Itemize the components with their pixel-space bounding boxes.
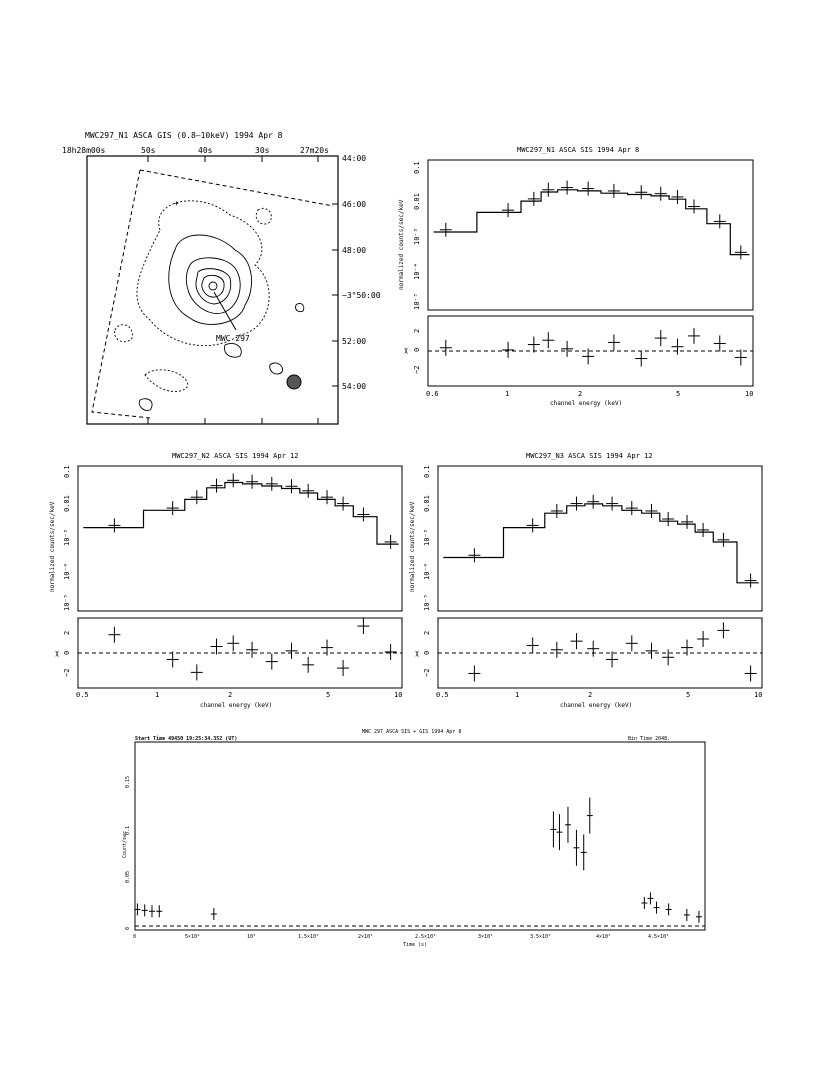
light-curve-point: [149, 905, 155, 917]
panel-a-title: MWC297_N1 ASCA GIS (0.8–10keV) 1994 Apr 8: [85, 131, 283, 140]
residual-point: [551, 642, 563, 658]
spectrum-data-point: [608, 184, 620, 198]
residual-point: [745, 665, 757, 681]
panel-d-xtick-4: 10: [754, 691, 763, 699]
residual-point: [337, 660, 349, 676]
panel-d-xtick-3: 5: [686, 691, 691, 699]
panel-e-xtick-7: 3.5×10⁵: [530, 934, 552, 940]
residual-point: [635, 351, 647, 367]
residual-point: [735, 349, 747, 365]
panel-b-resid-tick-0: 2: [413, 328, 421, 333]
light-curve-point: [556, 814, 562, 850]
residual-point: [714, 335, 726, 351]
spectrum-data-point: [635, 185, 647, 199]
residual-point: [191, 664, 203, 680]
residual-point: [227, 635, 239, 651]
residual-point: [286, 643, 298, 659]
x-ray-contours: [115, 201, 304, 411]
spectrum-data-point: [561, 181, 573, 195]
panel-e-ytick-3: 0.15: [125, 775, 131, 788]
panel-b-resid-tick-2: −2: [413, 365, 421, 374]
panel-d-xlabel: channel energy (keV): [560, 702, 633, 709]
spectrum-data-point: [502, 203, 514, 217]
panel-d-resid-tick-0: 2: [423, 630, 431, 635]
panel-c-ytick-2: 10⁻³: [63, 529, 71, 546]
spectrum-data-point: [211, 479, 223, 493]
spectrum-data-point: [167, 501, 179, 515]
panel-e-xtick-9: 4.5×10⁵: [648, 934, 670, 940]
panel-c-ytick-0: 0.1: [63, 465, 71, 478]
panel-c-spectrum: [49, 452, 402, 709]
spectrum-data-point: [191, 490, 203, 504]
panel-c-xtick-4: 10: [394, 691, 403, 699]
panel-d-ytick-1: 0.01: [423, 495, 431, 512]
light-curve-point: [211, 908, 217, 920]
ra-tick-0: 18h28m00s: [62, 146, 106, 155]
ra-tick-4: 27m20s: [300, 146, 329, 155]
spectrum-data-point: [646, 504, 658, 518]
panel-b-xtick-1: 1: [505, 390, 510, 398]
spectrum-data-point: [440, 223, 452, 237]
spectrum-data-point: [286, 479, 298, 493]
panel-a-contour-map: [62, 131, 381, 424]
light-curve-point: [156, 905, 162, 917]
panel-a-ticks: [148, 156, 338, 424]
residual-point: [527, 637, 539, 653]
panel-e-xtick-5: 2.5×10⁵: [415, 934, 437, 940]
panel-c-xtick-1: 1: [155, 691, 160, 699]
spectrum-data-point: [527, 518, 539, 532]
panel-b-xtick-0: 0.6: [426, 390, 439, 398]
panel-e-xtick-6: 3×10⁵: [478, 934, 494, 940]
dec-tick-4: 52:00: [342, 337, 367, 346]
panel-e-xlabel: Time (s): [403, 942, 428, 948]
spectrum-data-point: [357, 507, 369, 521]
light-curve-point: [666, 903, 672, 915]
panel-c-resid-tick-0: 2: [63, 630, 71, 635]
panel-e-plot-area: [134, 798, 702, 923]
light-curve-point: [653, 902, 659, 914]
panel-c-ytick-1: 0.01: [63, 495, 71, 512]
residual-point: [108, 627, 120, 643]
panel-e-ylabel: Count/sec: [122, 830, 128, 858]
panel-e-xtick-4: 2×10⁵: [358, 934, 374, 940]
spectrum-data-point: [337, 497, 349, 511]
residual-point: [697, 631, 709, 647]
panel-b-ylabel: normalized counts/sec/keV: [398, 199, 405, 290]
spectrum-data-point: [671, 190, 683, 204]
light-curve-point: [684, 909, 690, 921]
residual-point: [266, 654, 278, 670]
light-curve-point: [696, 911, 702, 923]
spectrum-data-point: [662, 512, 674, 526]
psf-marker: [287, 375, 301, 389]
light-curve-point: [587, 798, 593, 834]
panel-c-xlabel: channel energy (keV): [200, 702, 273, 709]
panel-b-resid-tick-1: 0: [413, 347, 421, 352]
residual-point: [561, 341, 573, 357]
panel-b-xtick-3: 5: [676, 390, 681, 398]
panel-c-main-frame: [78, 466, 402, 611]
model-step-line: [83, 483, 398, 545]
spectrum-data-point: [385, 535, 397, 549]
residual-point: [608, 334, 620, 350]
light-curve-point: [565, 807, 571, 843]
spectrum-data-point: [587, 495, 599, 509]
spectrum-data-point: [626, 501, 638, 515]
panel-d-title: MWC297_N3 ASCA SIS 1994 Apr 12: [526, 452, 653, 460]
light-curve-point: [550, 811, 556, 847]
field-boundary-top: [140, 170, 333, 206]
residual-point: [440, 340, 452, 356]
panel-e-xtick-8: 4×10⁵: [596, 934, 612, 940]
residual-point: [528, 337, 540, 353]
panel-c-resid-tick-2: −2: [63, 668, 71, 677]
panel-d-ylabel: normalized counts/sec/keV: [409, 501, 416, 592]
light-curve-point: [581, 834, 587, 870]
spectrum-data-point: [302, 484, 314, 498]
residual-point: [246, 642, 258, 658]
residual-point: [571, 633, 583, 649]
panel-e-start-time: Start Time 49450 19:25:34.352 (UT): [135, 736, 238, 742]
panel-b-plot-area: [428, 181, 753, 367]
panel-d-plot-area: [438, 495, 762, 682]
residual-point: [211, 639, 223, 655]
field-boundary-left: [92, 170, 150, 418]
spectrum-data-point: [655, 187, 667, 201]
panel-d-resid-ylabel: χ: [415, 649, 420, 657]
panel-b-resid-ylabel: χ: [404, 346, 409, 354]
panel-b-spectrum: [398, 146, 753, 407]
star-marker: +: [174, 199, 179, 208]
panel-b-main-frame: [428, 160, 753, 310]
residual-point: [385, 644, 397, 660]
residual-point: [671, 339, 683, 355]
model-step-line: [434, 190, 750, 255]
ra-tick-3: 30s: [255, 146, 270, 155]
residual-point: [662, 649, 674, 665]
panel-c-xtick-3: 5: [326, 691, 331, 699]
panel-c-title: MWC297_N2 ASCA SIS 1994 Apr 12: [172, 452, 299, 460]
spectrum-data-point: [227, 473, 239, 487]
panel-d-xtick-2: 2: [588, 691, 593, 699]
panel-d-resid-tick-1: 0: [423, 650, 431, 655]
panel-b-xtick-2: 2: [578, 390, 583, 398]
panel-b-title: MWC297_N1 ASCA SIS 1994 Apr 8: [517, 146, 640, 154]
spectrum-data-point: [551, 504, 563, 518]
dec-tick-1: 46:00: [342, 200, 367, 209]
panel-c-ylabel: normalized counts/sec/keV: [49, 501, 56, 592]
spectrum-data-point: [542, 183, 554, 197]
light-curve-point: [142, 904, 148, 916]
spectrum-data-point: [528, 192, 540, 206]
model-step-line: [443, 504, 758, 583]
light-curve-point: [573, 830, 579, 866]
panel-d-ytick-0: 0.1: [423, 465, 431, 478]
spectrum-data-point: [246, 475, 258, 489]
panel-c-plot-area: [78, 473, 402, 680]
spectrum-data-point: [735, 245, 747, 259]
panel-b-ytick-1: 0.01: [413, 193, 421, 210]
panel-e-ytick-1: 0.05: [125, 870, 131, 883]
panel-d-xtick-0: 0.5: [436, 691, 449, 699]
panel-e-frame: [135, 742, 705, 930]
spectrum-data-point: [582, 182, 594, 196]
residual-point: [606, 651, 618, 667]
panel-e-xtick-0: 0: [133, 934, 137, 940]
spectrum-data-point: [606, 497, 618, 511]
dec-tick-3: −3°50:00: [342, 291, 381, 300]
panel-c-xtick-2: 2: [228, 691, 233, 699]
residual-point: [302, 657, 314, 673]
residual-point: [167, 651, 179, 667]
residual-point: [587, 641, 599, 657]
spectrum-data-point: [717, 533, 729, 547]
spectrum-data-point: [681, 515, 693, 529]
panel-d-ytick-3: 10⁻⁴: [423, 563, 431, 580]
panel-c-ytick-3: 10⁻⁴: [63, 563, 71, 580]
panel-e-light-curve: [122, 729, 705, 948]
panel-e-ytick-2: 0.1: [125, 825, 131, 835]
panel-b-ytick-4: 10⁻⁵: [413, 293, 421, 310]
spectrum-data-point: [714, 214, 726, 228]
light-curve-point: [647, 892, 653, 904]
panel-b-ytick-3: 10⁻⁴: [413, 263, 421, 280]
dec-tick-0: 44:00: [342, 154, 367, 163]
panel-d-spectrum: [409, 452, 762, 709]
residual-point: [688, 328, 700, 344]
panel-e-bin-time: Bin Time 2048.: [628, 736, 671, 742]
panel-b-xlabel: channel energy (keV): [550, 400, 623, 407]
spectrum-data-point: [697, 523, 709, 537]
panel-d-resid-tick-2: −2: [423, 668, 431, 677]
spectrum-data-point: [571, 497, 583, 511]
dec-tick-5: 54:00: [342, 382, 367, 391]
dec-tick-2: 48:00: [342, 246, 367, 255]
light-curve-point: [641, 897, 647, 909]
panel-b-xtick-4: 10: [745, 390, 754, 398]
panel-e-xtick-3: 1.5×10⁵: [298, 934, 320, 940]
panel-d-xtick-1: 1: [515, 691, 520, 699]
residual-point: [655, 330, 667, 346]
residual-point: [468, 665, 480, 681]
spectrum-data-point: [266, 477, 278, 491]
panel-d-ytick-2: 10⁻³: [423, 529, 431, 546]
residual-point: [626, 635, 638, 651]
residual-point: [646, 643, 658, 659]
ra-tick-1: 50s: [141, 146, 156, 155]
panel-e-xtick-1: 5×10⁴: [185, 934, 201, 940]
panel-c-resid-tick-1: 0: [63, 650, 71, 655]
residual-point: [502, 342, 514, 358]
panel-c-ytick-4: 10⁻⁵: [63, 594, 71, 611]
spectrum-data-point: [108, 518, 120, 532]
panel-e-xtick-2: 10⁵: [247, 934, 257, 940]
panel-c-resid-ylabel: χ: [55, 649, 60, 657]
residual-point: [542, 332, 554, 348]
source-label: MWC 297: [216, 334, 250, 343]
panel-b-ytick-0: 0.1: [413, 161, 421, 174]
residual-point: [357, 618, 369, 634]
residual-point: [717, 622, 729, 638]
ra-tick-2: 40s: [198, 146, 213, 155]
panel-e-ytick-0: 0: [125, 926, 131, 930]
panel-c-xtick-0: 0.5: [76, 691, 89, 699]
spectrum-data-point: [321, 490, 333, 504]
spectrum-data-point: [688, 200, 700, 214]
spectrum-data-point: [468, 548, 480, 562]
spectrum-data-point: [745, 574, 757, 588]
panel-e-title: MWC 297 ASCA SIS + GIS 1994 Apr 8: [362, 729, 462, 735]
panel-d-ytick-4: 10⁻⁵: [423, 594, 431, 611]
panel-b-ytick-2: 10⁻³: [413, 228, 421, 245]
